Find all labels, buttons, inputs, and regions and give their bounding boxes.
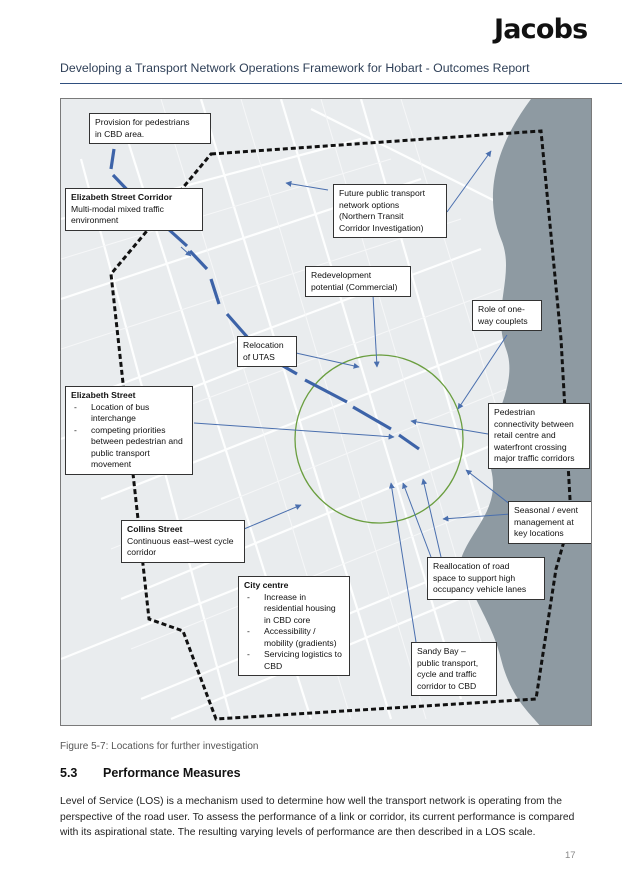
- callout-elizabeth-street-corridor: Elizabeth Street Corridor Multi-modal mixed traffic environment: [65, 188, 203, 231]
- figure-caption: Figure 5-7: Locations for further investigation: [60, 741, 259, 752]
- callout-seasonal-event: Seasonal / event management at key locations: [508, 501, 592, 544]
- callout-pedestrian-connectivity: Pedestrian connectivity between retail centre and waterfront crossing major traffic corridors: [488, 403, 590, 469]
- document-title: Developing a Transport Network Operations Framework for Hobart - Outcomes Report: [60, 61, 530, 75]
- list-item: - Increase in residential housing in CBD core: [244, 592, 344, 627]
- callout-sandy-bay: Sandy Bay – public transport, cycle and traffic corridor to CBD: [411, 642, 497, 696]
- list-item: - Servicing logistics to CBD: [244, 649, 344, 672]
- callout-collins-street: Collins Street Continuous east–west cycle corridor: [121, 520, 245, 563]
- header-rule: [60, 83, 622, 84]
- page-number: 17: [565, 850, 576, 861]
- list-item: - Accessibility / mobility (gradients): [244, 626, 344, 649]
- callout-role-of-one-way-couplets: Role of one- way couplets: [472, 300, 542, 331]
- jacobs-logo: Jacobs: [494, 14, 588, 45]
- section-title: Performance Measures: [103, 766, 241, 780]
- callout-reallocation-road-space: Reallocation of road space to support high occupancy vehicle lanes: [427, 557, 545, 600]
- callout-city-centre: City centre - Increase in residential housing in CBD core - Accessibility / mobility (gradients) - Servicing logistics to CBD: [238, 576, 350, 676]
- map-figure: [60, 98, 592, 726]
- list-item: - Location of bus interchange: [71, 402, 187, 425]
- callout-elizabeth-street: Elizabeth Street - Location of bus interchange - competing priorities between pedestrian and public transport movement: [65, 386, 193, 475]
- body-paragraph: Level of Service (LOS) is a mechanism used to determine how well the transport network is operating from the perspective of the road user. To assess the performance of a link or corridor, its current performance is compared with its aspirational state. The resulting varying levels of performance are then described in a LOS scale.: [60, 796, 575, 839]
- callout-future-public-transport: Future public transport network options (Northern Transit Corridor Investigation): [333, 184, 447, 238]
- callout-relocation-utas: Relocation of UTAS: [237, 336, 297, 367]
- callout-redevelopment: Redevelopment potential (Commercial): [305, 266, 411, 297]
- list-item: - competing priorities between pedestrian and public transport movement: [71, 425, 187, 471]
- section-number: 5.3: [60, 766, 78, 780]
- city-centre-list: [244, 592, 344, 673]
- elizabeth-street-list: [71, 402, 187, 471]
- callout-pedestrians: Provision for pedestrians in CBD area.: [89, 113, 211, 144]
